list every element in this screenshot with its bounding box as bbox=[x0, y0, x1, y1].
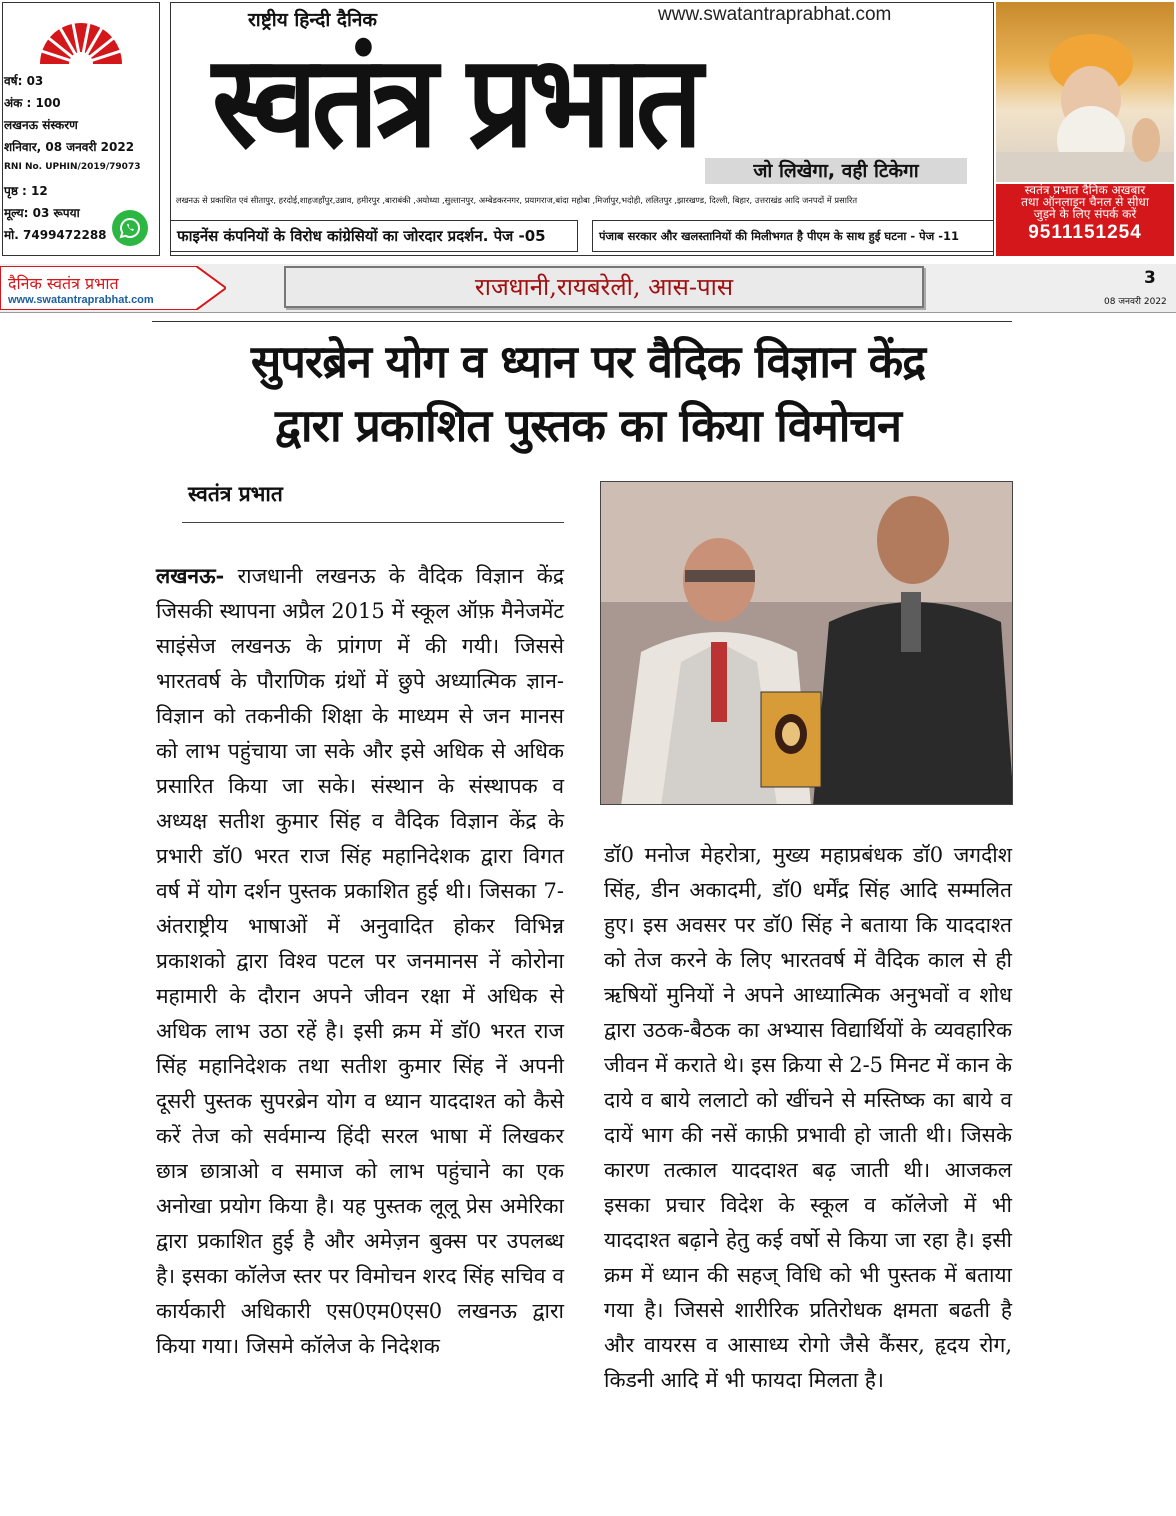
article-top-rule bbox=[152, 321, 1012, 322]
teaser-headline-1[interactable]: फाइनेंस कंपनियों के विरोध कांग्रेसियों का जोरदार प्रदर्शन. पेज -05 bbox=[170, 220, 578, 252]
newspaper-name: स्वतंत्र प्रभात bbox=[212, 25, 697, 176]
byline-rule bbox=[182, 522, 564, 523]
rni-number: RNI No. UPHIN/2019/79073 bbox=[4, 162, 141, 172]
ad-line-1: स्वतंत्र प्रभात दैनिक अखबार bbox=[1024, 183, 1146, 197]
article-photo bbox=[600, 481, 1013, 805]
article-column-left bbox=[156, 558, 564, 1364]
masthead-tagline: राष्ट्रीय हिन्दी दैनिक bbox=[248, 9, 377, 31]
issue-date: शनिवार, 08 जनवरी 2022 bbox=[4, 140, 135, 154]
price: मूल्य: 03 रूपया bbox=[4, 206, 80, 220]
ad-photo bbox=[996, 2, 1174, 182]
dateline: लखनऊ- bbox=[156, 563, 225, 588]
masthead-motto: जो लिखेगा, वही टिकेगा bbox=[705, 158, 967, 184]
headline-line-1: सुपरब्रेन योग व ध्यान पर वैदिक विज्ञान केंद्र bbox=[250, 335, 926, 388]
ad-line-3: जुड़ने के लिए संपर्क करें bbox=[1033, 207, 1137, 221]
teaser-headline-2[interactable]: पंजाब सरकार और खलस्तानियों की मिलीभगत है पीएम के साथ हुई घटना - पेज -11 bbox=[592, 220, 994, 252]
brand-website[interactable]: www.swatantraprabhat.com bbox=[8, 294, 154, 306]
masthead-ad-panel bbox=[996, 2, 1174, 256]
distribution-strip: लखनऊ से प्रकाशित एवं सीतापुर, हरदोई,शाहजहाँपुर,उन्नाव, हमीरपुर ,बाराबंकी ,अयोध्या ,सुल्तानपुर, अम्बेडकरनगर, प्रयागराज,बांदा महोबा ,मिर्जापुर,भदोही, ललितपुर ,झारखण्ड, दिल्ली, बिहार, उत्तराखंड आदि जनपदों में प्रसारित bbox=[176, 195, 858, 205]
article-headline bbox=[130, 330, 1046, 458]
headline-line-2: द्वारा प्रकाशित पुस्तक का किया विमोचन bbox=[275, 399, 901, 452]
ad-line-2: तथा ऑनलाइन चैनल से सीधा bbox=[1021, 195, 1149, 209]
masthead-website[interactable]: www.swatantraprabhat.com bbox=[658, 4, 892, 25]
ad-contact-box bbox=[996, 184, 1174, 256]
volume-year: वर्ष: 03 bbox=[4, 74, 44, 88]
whatsapp-icon bbox=[112, 210, 148, 246]
column-left-text: राजधानी लखनऊ के वैदिक विज्ञान केंद्र जिसकी स्थापना अप्रैल 2015 में स्कूल ऑफ़ मैनेजमेंट साइंसेज लखनऊ के प्रांगण में की गयी। जिससे भारतवर्ष के पौराणिक ग्रंथों में छुपे अध्यात्मिक ज्ञान-विज्ञान को तकनीकी शिक्षा के माध्यम से जन मानस को लाभ पहुंचाया जा सके और इसे अधिक से अधिक प्रसारित किया जा सके। संस्थान के संस्थापक व अध्यक्ष सतीश कुमार सिंह व वैदिक विज्ञान केंद्र के प्रभारी डॉ0 भरत राज सिंह महानिदेशक द्वारा विगत वर्ष में योग दर्शन पुस्तक प्रकाशित हुई थी। जिसका 7-अंतराष्ट्रीय भाषाओं में अनुवादित होकर विभिन्न प्रकाशको द्वारा विश्व पटल पर जनमानस नें कोरोना महामारी के दौरान अपने जीवन रक्षा में अधिक से अधिक लाभ उठा रहें है। इसी क्रम में डॉ0 भरत राज सिंह महानिदेशक तथा सतीश कुमार सिंह नें अपनी दूसरी पुस्तक सुपरब्रेन योग व ध्यान याददाश्त को कैसे करें तेज को सर्वमान्य हिंदी सरल भाषा में लिखकर छात्र छात्राओ व समाज को लाभ पहुंचाने का एक अनोखा प्रयोग किया है। यह पुस्तक लूलू प्रेस अमेरिका द्वारा प्रकाशित हुई है और अमेज़न बुक्स पर उपलब्ध है। इसका कॉलेज स्तर पर विमोचन शरद सिंह सचिव व कार्यकारी अधिकारी एस0एम0एस0 लखनऊ द्वारा किया गया। जिसमे कॉलेज के निदेशक bbox=[156, 564, 564, 1358]
ad-phone-number: 9511151254 bbox=[1028, 222, 1142, 243]
page-date: 08 जनवरी 2022 bbox=[1104, 297, 1167, 307]
issue-number: अंक : 100 bbox=[4, 96, 61, 110]
brand-name: दैनिक स्वतंत्र प्रभात bbox=[8, 274, 119, 293]
article-column-right: डॉ0 मनोज मेहरोत्रा, मुख्य महाप्रबंधक डॉ0 जगदीश सिंह, डीन अकादमी, डॉ0 धर्मेंद्र सिंह आदि सम्मलित हुए। इस अवसर पर डॉ0 सिंह ने बताया कि याददाश्त को तेज करने के लिए भारतवर्ष में वैदिक काल से ही ऋषियों मुनियों ने अपने आध्यात्मिक अनुभवों व शोध द्वारा उठक-बैठक का अभ्यास विद्यार्थियों के व्यवहारिक जीवन में कराते थे। इस क्रिया से 2-5 मिनट में कान के दाये व बाये ललाटो को खींचने से मस्तिष्क का बाये व दायें भाग की नसें काफ़ी प्रभावी हो जाती थी। जिसके कारण तत्काल याददाश्त बढ़ जाती थी। आजकल इसका प्रचार विदेश के स्कूल व कॉलेजो में भी याददाश्त बढ़ाने हेतु कई वर्षो से किया जा रहा है। इसी क्रम में ध्यान की सहज् विधि को भी पुस्तक में बताया गया है। जिससे शारीरिक प्रतिरोधक क्षमता बढती है और वायरस व आसाध्य रोगो जैसे कैंसर, हृदय रोग, किडनी आदि में भी फायदा मिलता है। bbox=[604, 843, 1012, 1392]
section-title: राजधानी,रायबरेली, आस-पास bbox=[284, 266, 924, 308]
mobile-number: मो. 7499472288 bbox=[4, 228, 107, 242]
article-byline: स्वतंत्र प्रभात bbox=[188, 481, 283, 506]
edition-name: लखनऊ संस्करण bbox=[4, 118, 78, 132]
page-count: पृष्ठ : 12 bbox=[4, 184, 48, 198]
page-number: 3 bbox=[1144, 268, 1156, 288]
sun-logo-icon bbox=[22, 6, 140, 66]
